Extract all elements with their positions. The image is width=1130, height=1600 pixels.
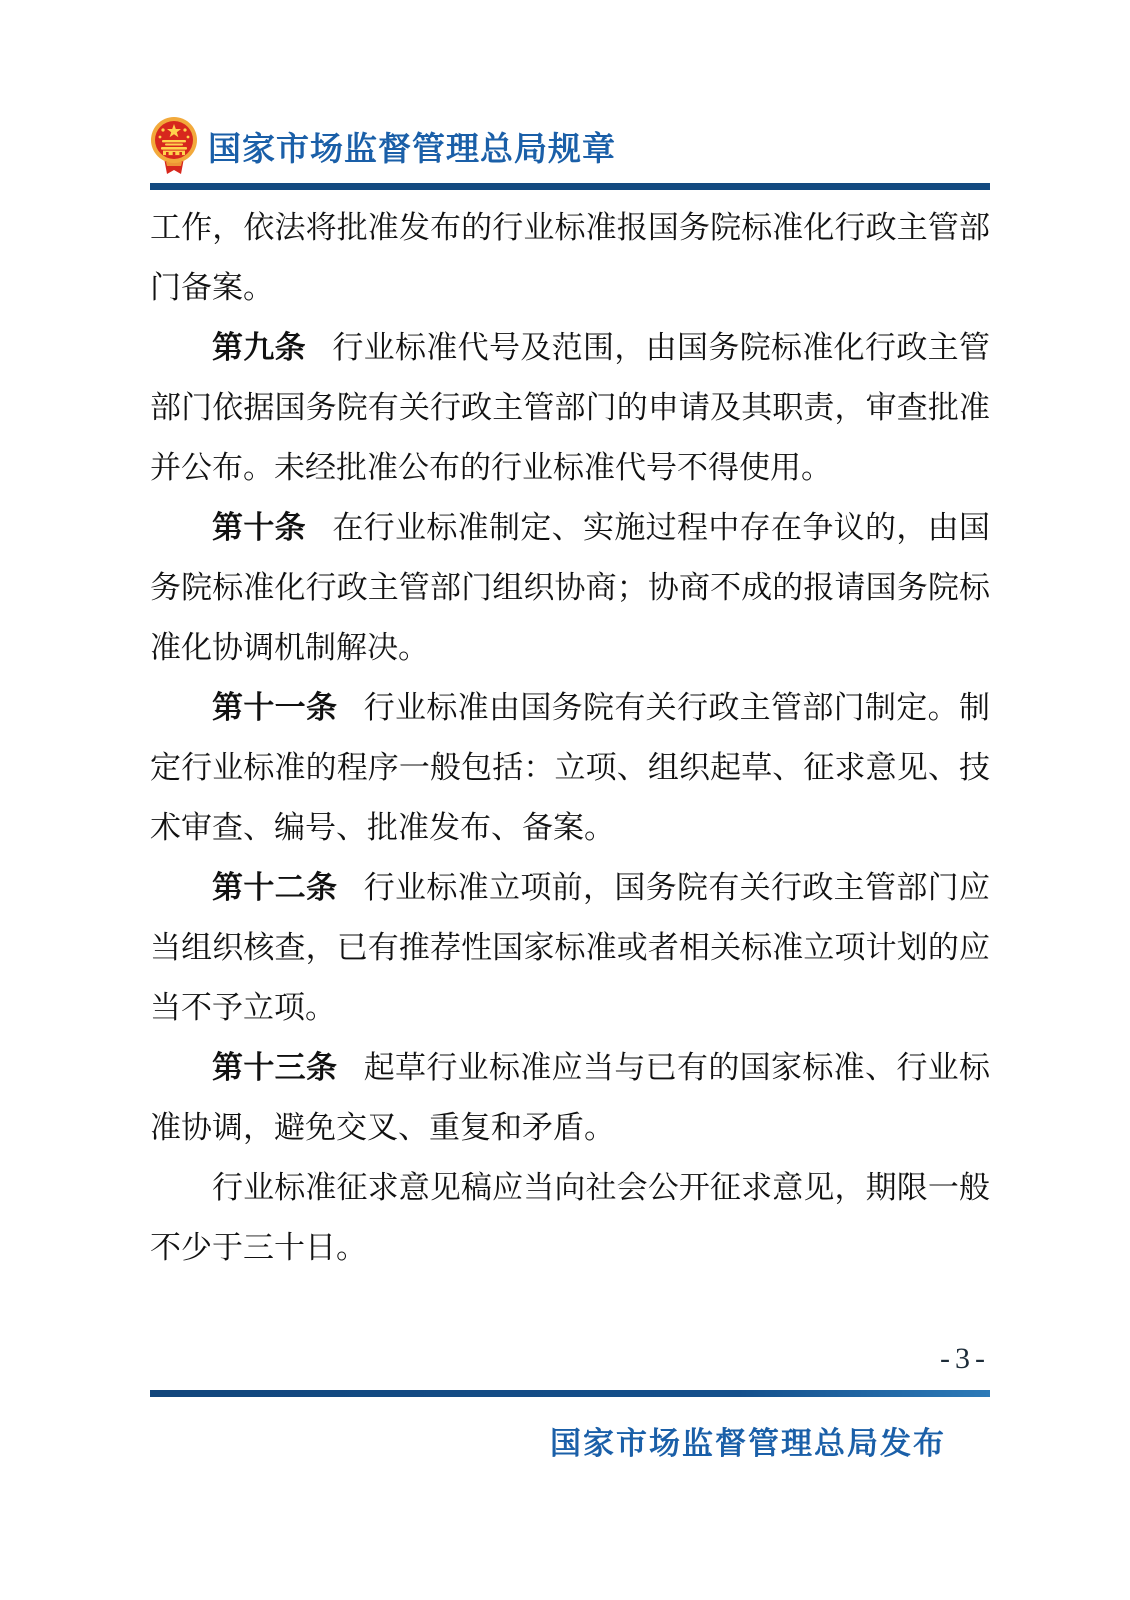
- paragraph: 第九条 行业标准代号及范围，由国务院标准化行政主管部门依据国务院有关行政主管部门的申请及其职责，审查批准并公布。未经批准公布的行业标准代号不得使用。: [150, 330, 990, 485]
- paragraph: 工作，依法将批准发布的行业标准报国务院标准化行政主管部门备案。: [150, 210, 990, 305]
- publisher-label: 国家市场监督管理总局发布: [550, 1426, 946, 1461]
- paragraph: 第十三条 起草行业标准应当与已有的国家标准、行业标准协调，避免交叉、重复和矛盾。: [150, 1050, 991, 1145]
- paragraph: 第十二条 行业标准立项前，国务院有关行政主管部门应当组织核查，已有推荐性国家标准或者相关标准立项计划的应当不予立项。: [150, 870, 991, 1025]
- header-title: 国家市场监督管理总局规章: [208, 129, 616, 167]
- article-number: 第十二条: [212, 870, 338, 905]
- header-divider: [150, 183, 990, 190]
- document-body: [150, 198, 990, 1278]
- national-emblem-icon: [150, 116, 198, 176]
- article-number: 第九条: [212, 330, 306, 365]
- article-number: 第十三条: [212, 1050, 338, 1085]
- paragraph: 第十一条 行业标准由国务院有关行政主管部门制定。制定行业标准的程序一般包括：立项、组织起草、征求意见、技术审查、编号、批准发布、备案。: [150, 690, 991, 845]
- page-number: -3-: [940, 1342, 990, 1375]
- footer-divider: [150, 1390, 990, 1397]
- article-number: 第十条: [212, 510, 306, 545]
- paragraph: 第十条 在行业标准制定、实施过程中存在争议的，由国务院标准化行政主管部门组织协商；协商不成的报请国务院标准化协调机制解决。: [150, 510, 990, 665]
- paragraph: 行业标准征求意见稿应当向社会公开征求意见，期限一般不少于三十日。: [150, 1170, 990, 1265]
- article-number: 第十一条: [212, 690, 338, 725]
- document-header: [150, 116, 990, 176]
